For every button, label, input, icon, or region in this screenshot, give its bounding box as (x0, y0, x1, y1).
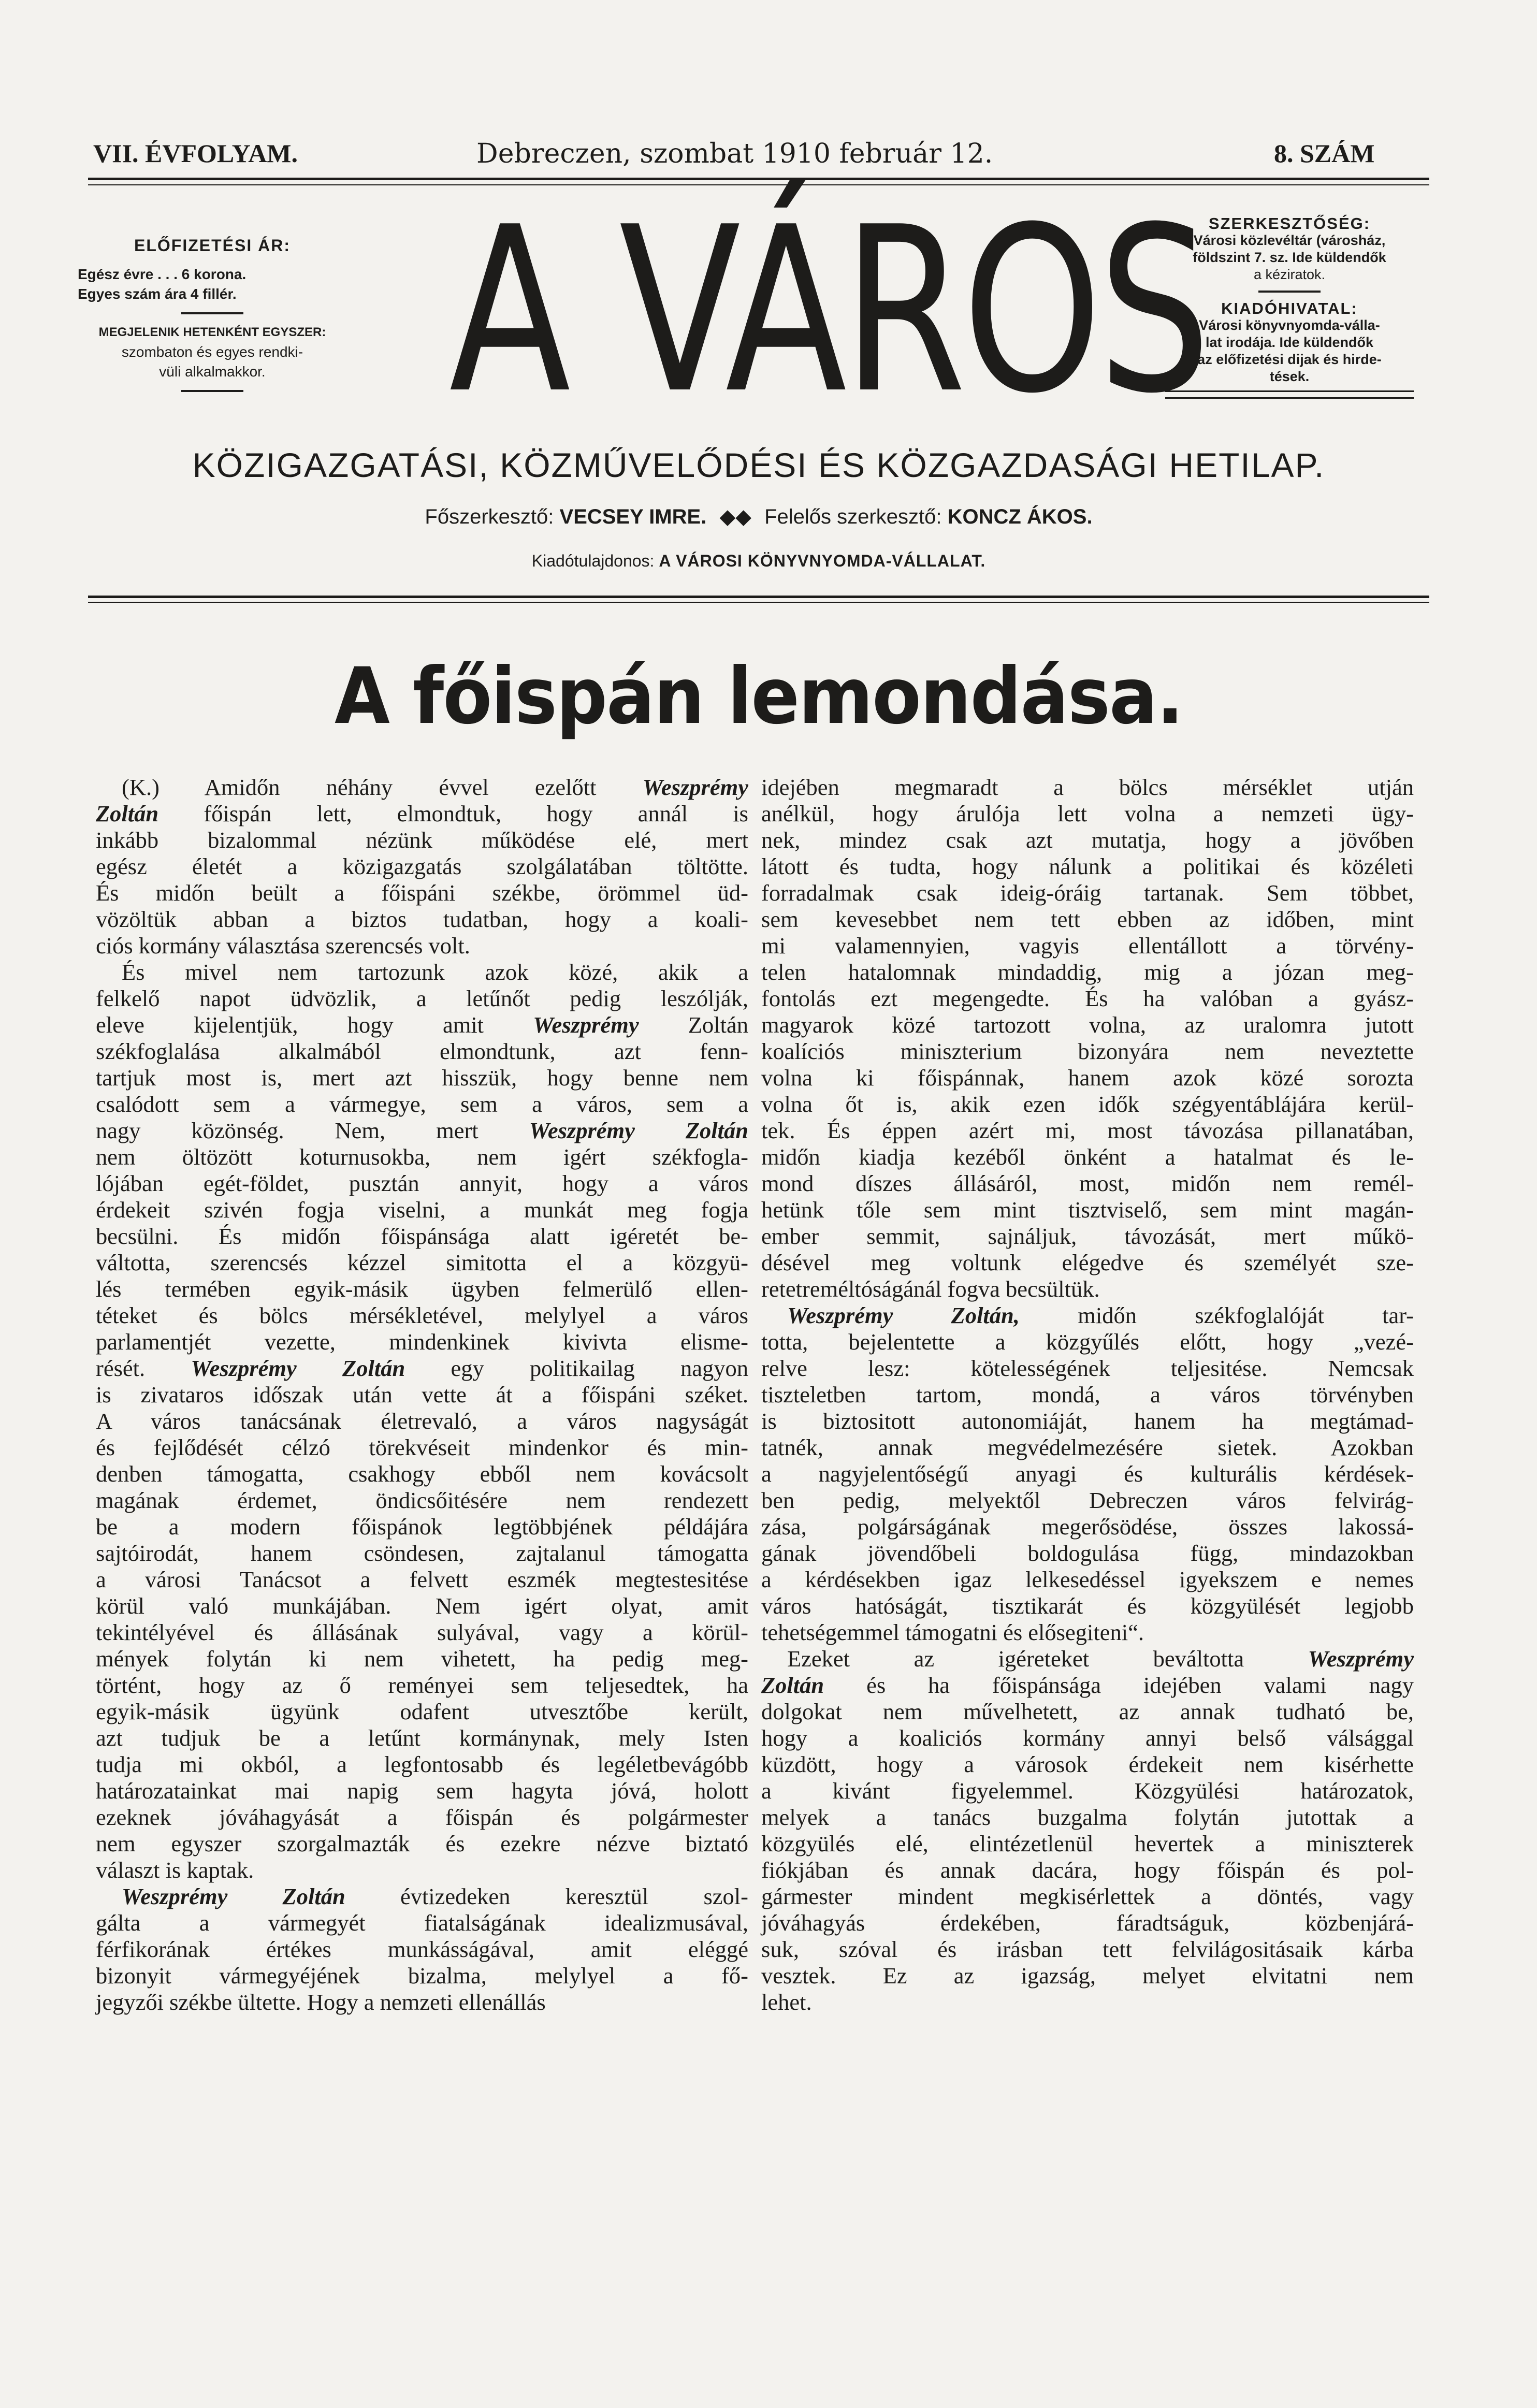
article-line (761, 933, 1414, 959)
line-text: a kérdésekben igaz lelkesedéssel igyekszem e nemes (761, 1566, 1414, 1592)
article-line (96, 1831, 748, 1857)
line-text: hetünk tőle sem mint tisztviselő, sem mint magán- (761, 1197, 1414, 1223)
article-line (761, 1329, 1414, 1355)
line-text: nagy közönség. Nem, mert (96, 1118, 529, 1143)
line-text: És midőn beült a főispáni székbe, örömmel üd- (96, 880, 748, 906)
article-line (761, 1910, 1414, 1936)
article-line (761, 1223, 1414, 1250)
article-line (96, 1883, 748, 1910)
line-text: is biztositott autonomiáját, hanem ha megtámad- (761, 1408, 1414, 1434)
article-line (96, 1329, 748, 1355)
article-column-left (96, 774, 748, 2015)
line-text: érdekeit szivén fogja viselni, a munkát meg fogja (96, 1197, 748, 1223)
article-line (96, 1963, 748, 1989)
article-line (96, 1065, 748, 1091)
person-name: Weszprémy (1308, 1646, 1414, 1672)
article-line (761, 1276, 1414, 1302)
line-text: nem öltözött koturnusokba, nem igért székfogla- (96, 1144, 748, 1170)
article-line (96, 1514, 748, 1540)
line-text: évtizedeken keresztül szol- (345, 1883, 748, 1909)
dateline: Debreczen, szombat 1910 február 12. (476, 138, 993, 169)
publisher-label: Kiadótulajdonos: (531, 552, 655, 570)
article-line (96, 959, 748, 985)
line-text: jóváhagyás érdekében, fáradtságuk, közbenjárá- (761, 1910, 1414, 1936)
line-text: idejében megmaradt a bölcs mérséklet utján (761, 774, 1414, 800)
line-text: tekintélyével és állásának sulyával, vagy a körül- (96, 1619, 748, 1645)
line-text: tiszteletben tartom, mondá, a város törvényben (761, 1382, 1414, 1408)
article-line (761, 1012, 1414, 1038)
line-text: fontolás ezt megengedte. És ha valóban a gyász- (761, 985, 1414, 1011)
article-line (96, 1118, 748, 1144)
line-text: felkelő napot üdvözlik, a letűnőt pedig leszólják, (96, 985, 748, 1011)
line-text: sajtóirodát, hanem csöndesen, zajtalanul támogatta (96, 1540, 748, 1566)
person-name: Zoltán (96, 801, 159, 826)
line-text: totta, bejelentette a közgyűlés előtt, hogy „vezé- (761, 1329, 1414, 1355)
line-text: suk, szóval és irásban tett felvilágositásaik kárba (761, 1936, 1414, 1962)
line-text: inkább bizalommal nézünk működése elé, mert (96, 827, 748, 853)
subscription-single: Egyes szám ára 4 fillér. (78, 286, 237, 302)
article-line (96, 1091, 748, 1118)
masthead-title: A VÁROS (449, 178, 1207, 443)
article-line (761, 1619, 1414, 1646)
line-text: lehet. (761, 1989, 812, 2015)
line-text: egyik-másik ügyünk odafent utvesztőbe került, (96, 1699, 748, 1724)
article-line (96, 1566, 748, 1593)
line-text: telen hatalomnak mindaddig, mig a józan meg- (761, 959, 1414, 985)
article-line (96, 1461, 748, 1487)
line-text: küzdött, hogy a városok érdekeit nem kisérhette (761, 1751, 1414, 1777)
line-text: lójában egét-földet, pusztán annyit, hogy a város (96, 1170, 748, 1196)
person-name: Zoltán (761, 1672, 824, 1698)
article-line (96, 1197, 748, 1223)
line-text: forradalmak csak ideig-óráig tartanak. Sem többet, (761, 880, 1414, 906)
frequency-line-1: szombaton és egyes rendki- (121, 344, 303, 360)
line-text: volna őt is, akik ezen idők szégyentáblájára kerül- (761, 1091, 1414, 1117)
line-text: melyek a tanács buzgalma folytán jutottak a (761, 1804, 1414, 1830)
line-text: téteket és bölcs mérsékletével, melylyel a város (96, 1302, 748, 1328)
article-line (761, 1883, 1414, 1910)
line-text: relve lesz: kötelességének teljesitése. Nemcsak (761, 1355, 1414, 1381)
line-text: Zoltán (639, 1012, 749, 1038)
line-text: sem kevesebbet nem tett ebben az időben, mint (761, 906, 1414, 932)
line-text: gának jövendőbeli boldogulása függ, mindazokban (761, 1540, 1414, 1566)
article-line (761, 1065, 1414, 1091)
article-line (96, 1593, 748, 1619)
article-line (96, 1012, 748, 1038)
article-line (96, 1487, 748, 1514)
article-line (96, 827, 748, 853)
line-text: dolgokat nem művelhetett, az annak tudható be, (761, 1699, 1414, 1724)
article-line (761, 1593, 1414, 1619)
article-line (761, 1382, 1414, 1408)
article-line (761, 1144, 1414, 1170)
line-text: város hatóságát, tisztikarát és közgyülését legjobb (761, 1593, 1414, 1619)
article-line (96, 1302, 748, 1329)
person-name: Weszprémy Zoltán (191, 1355, 405, 1381)
masthead-rule-thick (88, 596, 1429, 598)
office-double-rule (1165, 390, 1414, 399)
line-text: gálta a vármegyét fiatalságának idealizmusával, (96, 1910, 748, 1936)
article-line (96, 1355, 748, 1382)
line-text: mi valamennyien, vagyis ellentállott a törvény- (761, 933, 1414, 959)
masthead-subtitle: KÖZIGAZGATÁSI, KÖZMŰVELŐDÉSI ÉS KÖZGAZDASÁGI HETILAP. (192, 446, 1325, 484)
line-text: hogy a koaliciós kormány annyi belső válsággal (761, 1725, 1414, 1751)
line-text: és fejlődését célzó törekvéseit mindenkor és min- (96, 1434, 748, 1460)
article-line (761, 774, 1414, 801)
article-line (761, 1540, 1414, 1566)
article-line (96, 1408, 748, 1434)
line-text: be a modern főispánok legtöbbjének példájára (96, 1514, 748, 1540)
editorial-divider (1258, 291, 1321, 293)
article-line (761, 1778, 1414, 1804)
article-line (761, 1434, 1414, 1461)
article-line (96, 774, 748, 801)
article-line (761, 1197, 1414, 1223)
article-line (761, 1302, 1414, 1329)
article-line (96, 1699, 748, 1725)
line-text: midőn kiadja kezéből önként a hatalmat és le- (761, 1144, 1414, 1170)
article-line (761, 1170, 1414, 1197)
header-line (93, 132, 1419, 173)
line-text: ben pedig, melyektől Debreczen város felvirág- (761, 1487, 1414, 1513)
article-line (96, 906, 748, 933)
line-text: (K.) Amidőn néhány évvel ezelőtt (122, 774, 643, 800)
article-line (96, 853, 748, 880)
article-line (96, 1038, 748, 1065)
article-line (761, 1514, 1414, 1540)
volume-label: VII. ÉVFOLYAM. (93, 139, 298, 168)
line-text: parlamentjét vezette, mindenkinek kivivta elisme- (96, 1329, 748, 1355)
editors-separator: ◆◆ (719, 505, 751, 528)
article-line (96, 1804, 748, 1831)
article-line (96, 1989, 748, 2015)
line-text: ciós kormány választása szerencsés volt. (96, 933, 470, 959)
article-line (761, 1487, 1414, 1514)
line-text: volna ki főispánnak, hanem azok közé sorozta (761, 1065, 1414, 1091)
line-text: rését. (96, 1355, 191, 1381)
line-text: vesztek. Ez az igazság, melyet elvitatni nem (761, 1963, 1414, 1989)
line-text: désével meg voltunk elégedve és személyét sze- (761, 1250, 1414, 1275)
line-text: székfoglalása alkalmából elmondtunk, azt fenn- (96, 1038, 748, 1064)
line-text: A város tanácsának életrevaló, a város nagyságát (96, 1408, 748, 1434)
line-text: tartjuk most is, mert azt hisszük, hogy benne nem (96, 1065, 748, 1091)
line-text: nek, mindez csak azt mutatja, hogy a jövőben (761, 827, 1414, 853)
article-line (761, 959, 1414, 985)
line-text: tatnék, annak megvédelmezésére sietek. Azokban (761, 1434, 1414, 1460)
line-text: látott és tudta, hogy nálunk a politikai és közéleti (761, 853, 1414, 879)
article-line (761, 1646, 1414, 1672)
chief-editor-name: VECSEY IMRE. (559, 505, 707, 528)
article-line (96, 1223, 748, 1250)
article-line (96, 1936, 748, 1963)
line-text: És mivel nem tartozunk azok közé, akik a (122, 959, 748, 985)
line-text: egy politikailag nagyon (405, 1355, 748, 1381)
article-line (96, 1672, 748, 1699)
article-line (761, 1118, 1414, 1144)
line-text: denben támogatta, csakhogy ebből nem kovácsolt (96, 1461, 748, 1487)
chief-editor-label: Főszerkesztő: (425, 505, 554, 528)
line-text: magának érdemet, öndicsőitésére nem rendezett (96, 1487, 748, 1513)
editorial-line-3: a kéziratok. (1253, 267, 1326, 282)
article-line (761, 827, 1414, 853)
article-line (96, 1382, 748, 1408)
line-text: eleve kijelentjük, hogy amit (96, 1012, 533, 1038)
line-text: történt, hogy az ő reményei sem teljesedtek, ha (96, 1672, 748, 1698)
article-line (96, 1434, 748, 1461)
person-name: Weszprémy Zoltán (122, 1883, 345, 1909)
subscription-divider (181, 312, 243, 314)
line-text: midőn székfoglalóját tar- (1019, 1302, 1414, 1328)
editorial-box (1144, 215, 1434, 399)
line-text: tek. És éppen azért mi, most távozása pillanatában, (761, 1118, 1414, 1143)
office-line-2: lat irodája. Ide küldendők (1205, 335, 1374, 350)
article-line (96, 985, 748, 1012)
person-name: Weszprémy (533, 1012, 639, 1038)
line-text: anélkül, hogy árulója lett volna a nemzeti ügy- (761, 801, 1414, 826)
article-line (96, 1276, 748, 1302)
article-line (761, 1355, 1414, 1382)
frequency-heading: MEGJELENIK HETENKÉNT EGYSZER: (98, 325, 326, 339)
article-line (761, 1857, 1414, 1883)
article-line (96, 1857, 748, 1883)
line-text: jegyzői székbe ültette. Hogy a nemzeti ellenállás (96, 1989, 546, 2015)
article-line (96, 1751, 748, 1778)
line-text: magyarok közé tartozott volna, az uralomra jutott (761, 1012, 1414, 1038)
line-text: ezeknek jóváhagyását a főispán és polgármester (96, 1804, 748, 1830)
article-line (761, 1408, 1414, 1434)
article-line (96, 801, 748, 827)
line-text: koalíciós miniszterium bizonyára nem neveztette (761, 1038, 1414, 1064)
line-text: csalódott sem a vármegye, sem a város, sem a (96, 1091, 748, 1117)
editorial-line-1: Városi közlevéltár (városház, (1193, 233, 1386, 248)
line-text: váltotta, szerencsés kézzel simitotta el a közgyü- (96, 1250, 748, 1275)
publisher-line (93, 552, 1424, 571)
editors-line (93, 505, 1424, 529)
article-line (96, 1619, 748, 1646)
managing-editor-name: KONCZ ÁKOS. (947, 505, 1093, 528)
article-line (96, 1540, 748, 1566)
article-line (96, 1250, 748, 1276)
article-line (761, 1461, 1414, 1487)
line-text: zása, polgárságának megerősödése, összes lakossá- (761, 1514, 1414, 1540)
article-line (761, 1672, 1414, 1699)
line-text: becsülni. És midőn főispánsága alatt igéretét be- (96, 1223, 748, 1249)
article-line (761, 1566, 1414, 1593)
article-line (761, 1804, 1414, 1831)
line-text: határozatainkat mai napig sem hagyta jóvá, holott (96, 1778, 748, 1804)
line-text: tudja mi okból, a legfontosabb és legéletbevágóbb (96, 1751, 748, 1777)
article-line (761, 906, 1414, 933)
article-line (761, 1751, 1414, 1778)
article-line (761, 1250, 1414, 1276)
article-line (761, 880, 1414, 906)
line-text: tehetségemmel támogatni és elősegiteni“. (761, 1619, 1144, 1645)
line-text: mények folytán ki nem vihetett, ha pedig meg- (96, 1646, 748, 1672)
person-name: Weszprémy (642, 774, 748, 800)
article-line (96, 1910, 748, 1936)
article-line (761, 801, 1414, 827)
line-text: férfikorának értékes munkásságával, amit eléggé (96, 1936, 748, 1962)
line-text: azt tudjuk be a letűnt kormánynak, mely Isten (96, 1725, 748, 1751)
line-text: mond díszes állásáról, most, midőn nem remél- (761, 1170, 1414, 1196)
frequency-divider (181, 390, 243, 392)
line-text: bizonyit vármegyéjének bizalma, melylyel a fő- (96, 1963, 748, 1989)
line-text: nem egyszer szorgalmazták és ezekre nézve biztató (96, 1831, 748, 1856)
line-text: a nagyjelentőségű anyagi és kulturális kérdések- (761, 1461, 1414, 1487)
article-line (96, 1170, 748, 1197)
line-text: és ha főispánsága idejében valami nagy (824, 1672, 1414, 1698)
article-line (761, 1038, 1414, 1065)
issue-number: 8. SZÁM (1274, 139, 1375, 168)
article-line (96, 1646, 748, 1672)
office-heading: KIADÓHIVATAL: (1221, 299, 1358, 317)
person-name: Weszprémy Zoltán (529, 1118, 748, 1143)
subscription-box (78, 236, 347, 400)
person-name: Weszprémy Zoltán, (787, 1302, 1020, 1328)
office-line-1: Városi könyvnyomda-válla- (1199, 317, 1380, 333)
line-text: is zivataros időszak után vette át a főispáni széket. (96, 1382, 748, 1408)
article-line (96, 933, 748, 959)
article-headline: A főispán lemondása. (335, 651, 1183, 742)
article-line (761, 1091, 1414, 1118)
line-text: retetreméltóságánál fogva becsültük. (761, 1276, 1100, 1302)
line-text: főispán lett, elmondtuk, hogy annál is (158, 801, 748, 826)
line-text: körül való munkájában. Nem igért olyat, amit (96, 1593, 748, 1619)
office-line-4: tések. (1269, 369, 1310, 384)
article-line (96, 880, 748, 906)
article-line (761, 1936, 1414, 1963)
line-text: a kivánt figyelemmel. Közgyülési határozatok, (761, 1778, 1414, 1804)
article-line (761, 1831, 1414, 1857)
line-text: lés termében egyik-másik ügyben felmerülő ellen- (96, 1276, 748, 1302)
editorial-line-2: földszint 7. sz. Ide küldendők (1193, 250, 1386, 265)
article-column-right (761, 774, 1414, 2015)
article-line (96, 1778, 748, 1804)
line-text: vözöltük abban a biztos tudatban, hogy a koali- (96, 906, 748, 932)
subscription-heading: ELŐFIZETÉSI ÁR: (134, 236, 291, 255)
masthead-rule-thin (88, 602, 1429, 603)
office-line-3: az előfizetési dijak és hirde- (1197, 352, 1382, 367)
line-text: közgyülés elé, elintézetlenül hevertek a miniszterek (761, 1831, 1414, 1856)
line-text: választ is kaptak. (96, 1857, 254, 1883)
line-text: Ezeket az igéreteket beváltotta (787, 1646, 1308, 1672)
article-line (96, 1725, 748, 1751)
line-text: a városi Tanácsot a felvett eszmék megtestesitése (96, 1566, 748, 1592)
managing-editor-label: Felelős szerkesztő: (764, 505, 942, 528)
line-text: ember semmit, sajnáljuk, távozását, mert műkö- (761, 1223, 1414, 1249)
editorial-heading: SZERKESZTŐSÉG: (1208, 214, 1371, 233)
article-line (761, 1725, 1414, 1751)
subscription-year: Egész évre . . . 6 korona. (78, 266, 247, 282)
article-line (761, 853, 1414, 880)
publisher-name: A VÁROSI KÖNYVNYOMDA-VÁLLALAT. (659, 552, 986, 570)
article-line (761, 1989, 1414, 2015)
article-line (96, 1144, 748, 1170)
frequency-line-2: vüli alkalmakkor. (159, 364, 266, 380)
line-text: gármester mindent megkisérlettek a döntés, vagy (761, 1883, 1414, 1909)
article-line (761, 985, 1414, 1012)
article-line (761, 1699, 1414, 1725)
line-text: fiókjában és annak dacára, hogy főispán és pol- (761, 1857, 1414, 1883)
line-text: egész életét a közigazgatás szolgálatában töltötte. (96, 853, 748, 879)
article-line (761, 1963, 1414, 1989)
